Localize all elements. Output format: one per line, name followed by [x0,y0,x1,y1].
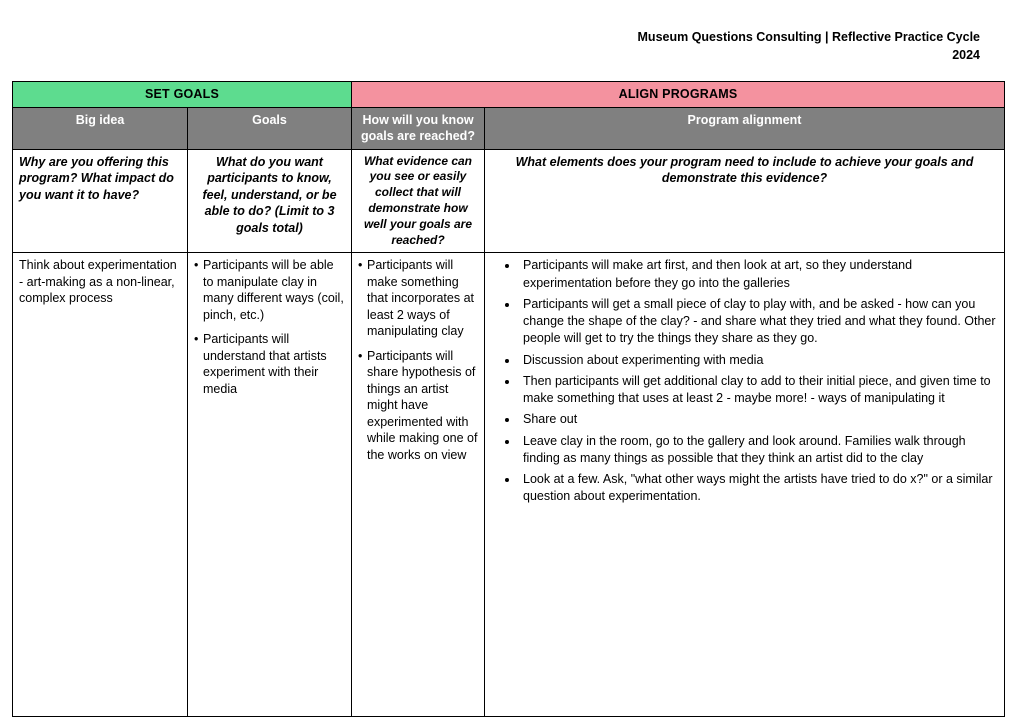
list-item: • Participants will get a small piece of clay to play with, and be asked - how can you change the shape of the clay? - and share what they tried and what they found. Other people will get to try the things they share as they go. [519,296,998,348]
goals-list [194,257,345,397]
cell-big-idea[interactable] [13,253,188,717]
prompt-row [13,149,1005,253]
cell-program-alignment[interactable] [485,253,1005,717]
prompt-evidence: What evidence can you see or easily collect that will demonstrate how well your goals are reached? [352,149,485,253]
list-item: • Participants will understand that artists experiment with their media [194,331,345,397]
list-item: • Participants will make something that incorporates at least 2 ways of manipulating clay [358,257,478,340]
alignment-list [491,257,998,505]
content-row [13,253,1005,717]
list-item: • Discussion about experimenting with media [519,352,998,369]
column-header-goals: Goals [188,107,352,149]
column-header-program-alignment: Program alignment [485,107,1005,149]
document-header [340,28,980,64]
list-item: • Share out [519,411,998,428]
list-item: • Participants will be able to manipulate clay in many different ways (coil, pinch, etc.) [194,257,345,323]
header-line-2: 2024 [952,48,980,63]
section-band-row [13,82,1005,108]
column-header-row [13,107,1005,149]
column-header-evidence: How will you know goals are reached? [352,107,485,149]
list-item: • Then participants will get additional clay to add to their initial piece, and given time to make something that uses at least 2 - maybe more! - ways of manipulating it [519,373,998,408]
cell-goals[interactable] [188,253,352,717]
column-header-big-idea: Big idea [13,107,188,149]
band-align-programs: ALIGN PROGRAMS [352,82,1005,108]
prompt-program-alignment: What elements does your program need to include to achieve your goals and demonstrate this evidence? [485,149,1005,253]
list-item: • Leave clay in the room, go to the gallery and look around. Families walk through finding as many things as possible that they think an artist did to the clay [519,433,998,468]
evidence-list [358,257,478,463]
header-line-1: Museum Questions Consulting | Reflective Practice Cycle [637,30,980,44]
list-item: • Participants will make art first, and then look at art, so they understand experimentation before they go into the galleries [519,257,998,292]
prompt-goals: What do you want participants to know, feel, understand, or be able to do? (Limit to 3 goals total) [188,149,352,253]
cell-evidence[interactable] [352,253,485,717]
big-idea-text: Think about experimentation - art-making as a non-linear, complex process [19,258,177,306]
list-item: • Participants will share hypothesis of things an artist might have experimented with while making one of the works on view [358,348,478,464]
prompt-big-idea: Why are you offering this program? What impact do you want it to have? [13,149,188,253]
reflective-practice-table [12,81,1005,717]
band-set-goals: SET GOALS [13,82,352,108]
list-item: • Look at a few. Ask, "what other ways might the artists have tried to do x?" or a similar question about experimentation. [519,471,998,506]
